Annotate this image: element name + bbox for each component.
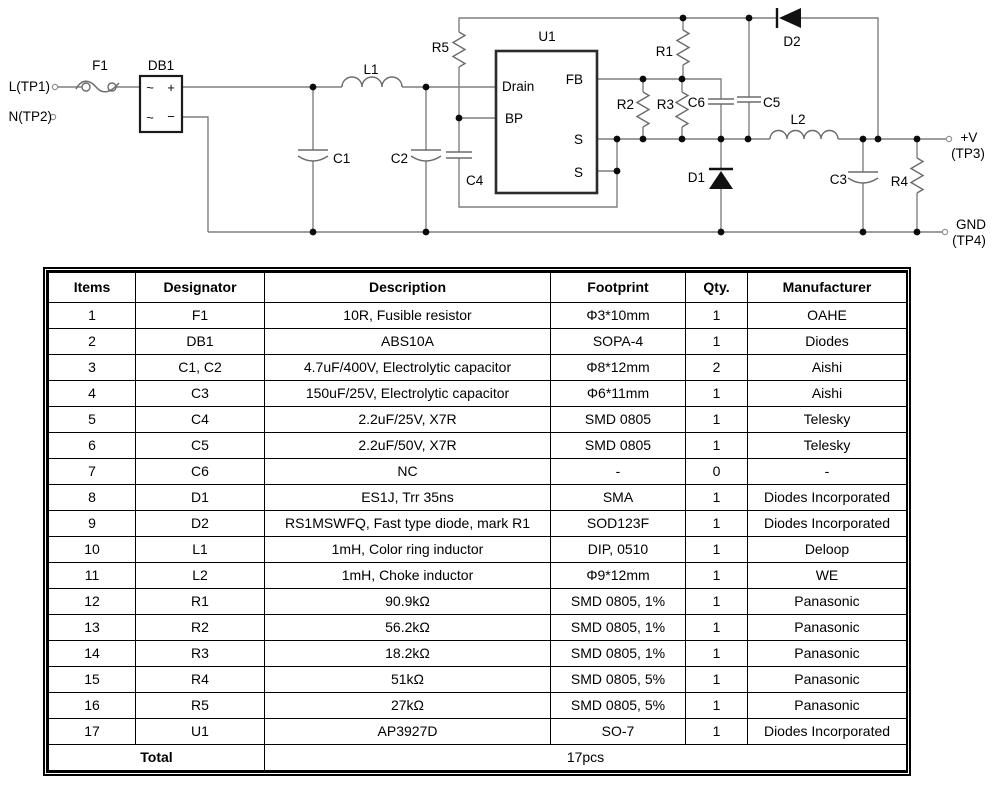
c2-label: C2 [390,151,408,166]
bom-row [49,667,907,693]
bom-row [49,693,907,719]
u1-pin-s1: S [573,132,583,147]
bom-cell-description: 1mH, Choke inductor [265,563,551,589]
bom-cell-designator: R2 [136,615,265,641]
bom-cell-qty: 1 [686,303,748,329]
bom-cell-footprint: SOPA-4 [551,329,686,355]
bom-row [49,329,907,355]
l2-label: L2 [790,112,806,127]
ic-u1 [496,29,597,193]
bom-cell-item: 3 [49,355,136,381]
terminal-l-label: L(TP1) [8,79,50,94]
bom-cell-description: ABS10A [265,329,551,355]
bom-cell-footprint: - [551,459,686,485]
bom-cell-designator: R4 [136,667,265,693]
bom-cell-footprint: Φ3*10mm [551,303,686,329]
bom-cell-description: 1mH, Color ring inductor [265,537,551,563]
bom-cell-designator: DB1 [136,329,265,355]
bom-total-label: Total [49,745,265,771]
output-terminal-vplus [946,130,984,161]
u1-pin-bp: BP [505,111,524,126]
l1-label: L1 [363,62,379,77]
bom-cell-qty: 1 [686,537,748,563]
bom-cell-manufacturer: Diodes Incorporated [748,485,907,511]
u1-pin-s2: S [573,165,583,180]
bom-cell-item: 16 [49,693,136,719]
bom-cell-designator: U1 [136,719,265,745]
bom-cell-qty: 1 [686,615,748,641]
bom-cell-qty: 1 [686,381,748,407]
bom-cell-description: 27kΩ [265,693,551,719]
bom-cell-footprint: SMD 0805 [551,407,686,433]
c3-label: C3 [829,172,847,187]
d1-label: D1 [687,170,705,185]
bom-cell-designator: L1 [136,537,265,563]
bom-cell-qty: 0 [686,459,748,485]
f1-label: F1 [92,58,108,73]
bom-cell-qty: 1 [686,719,748,745]
r4-label: R4 [890,174,908,189]
bom-cell-qty: 1 [686,667,748,693]
bom-row [49,381,907,407]
bom-cell-footprint: SOD123F [551,511,686,537]
bom-cell-item: 6 [49,433,136,459]
bom-cell-footprint: SMD 0805, 1% [551,615,686,641]
bom-header-description: Description [265,273,551,303]
bom-cell-designator: C1, C2 [136,355,265,381]
bom-cell-description: 2.2uF/50V, X7R [265,433,551,459]
bom-cell-footprint: SMD 0805, 5% [551,693,686,719]
c5-label: C5 [763,95,781,110]
junction-dots [310,15,921,236]
bom-cell-qty: 1 [686,563,748,589]
bom-header-qty: Qty. [686,273,748,303]
bom-cell-description: NC [265,459,551,485]
capacitor-c4 [446,152,484,188]
resistor-r5 [432,32,465,67]
bom-cell-item: 5 [49,407,136,433]
resistor-r2 [617,92,649,127]
r5-label: R5 [431,40,449,55]
bom-cell-footprint: SMD 0805, 1% [551,641,686,667]
bom-cell-designator: R3 [136,641,265,667]
tp3-label: (TP3) [951,146,985,161]
output-terminal-gnd [942,217,986,248]
tp4-label: (TP4) [952,233,986,248]
bom-cell-designator: R5 [136,693,265,719]
bom-cell-manufacturer: Panasonic [748,589,907,615]
input-terminal-l [9,79,58,94]
bom-cell-description: AP3927D [265,719,551,745]
db1-ac2-mark: ~ [146,110,154,125]
schematic [0,0,998,258]
bom-cell-manufacturer: Panasonic [748,667,907,693]
bom-table-container [43,267,911,776]
bom-row [49,641,907,667]
bom-cell-item: 10 [49,537,136,563]
bom-cell-manufacturer: Telesky [748,407,907,433]
bom-cell-qty: 1 [686,485,748,511]
bom-row [49,537,907,563]
bom-cell-manufacturer: Panasonic [748,693,907,719]
bom-row [49,355,907,381]
bom-cell-item: 2 [49,329,136,355]
bom-cell-manufacturer: OAHE [748,303,907,329]
diode-d2 [777,8,801,49]
bom-cell-footprint: SMD 0805 [551,433,686,459]
db1-label: DB1 [147,58,175,73]
bom-cell-qty: 1 [686,433,748,459]
bom-cell-description: 51kΩ [265,667,551,693]
u1-label: U1 [538,29,556,44]
bom-cell-item: 17 [49,719,136,745]
bom-header-designator: Designator [136,273,265,303]
input-terminal-n [9,109,56,124]
bom-cell-description: RS1MSWFQ, Fast type diode, mark R1 [265,511,551,537]
bom-cell-qty: 1 [686,693,748,719]
bom-cell-footprint: SO-7 [551,719,686,745]
bom-cell-manufacturer: Aishi [748,381,907,407]
bom-row [49,459,907,485]
bom-cell-qty: 1 [686,511,748,537]
resistor-r1 [656,30,689,65]
bom-cell-designator: D2 [136,511,265,537]
bom-row [49,485,907,511]
bom-cell-qty: 2 [686,355,748,381]
bom-cell-description: 56.2kΩ [265,615,551,641]
terminal-n-label: N(TP2) [8,109,52,124]
bom-cell-manufacturer: Diodes Incorporated [748,511,907,537]
bom-cell-description: 2.2uF/25V, X7R [265,407,551,433]
c6-label: C6 [687,95,705,110]
bom-cell-qty: 1 [686,407,748,433]
bom-row [49,719,907,745]
bom-cell-footprint: SMD 0805, 5% [551,667,686,693]
bom-row [49,303,907,329]
bom-cell-item: 11 [49,563,136,589]
bom-total-value: 17pcs [265,745,907,771]
bom-cell-qty: 1 [686,641,748,667]
bom-cell-footprint: Φ8*12mm [551,355,686,381]
bom-cell-item: 8 [49,485,136,511]
bom-cell-footprint: Φ9*12mm [551,563,686,589]
d2-label: D2 [783,34,801,49]
capacitor-c3 [830,172,878,187]
bom-row [49,433,907,459]
bom-cell-manufacturer: Diodes [748,329,907,355]
bom-cell-description: 150uF/25V, Electrolytic capacitor [265,381,551,407]
resistor-r3 [657,92,688,127]
fuse-f1 [76,58,119,92]
db1-ac1-mark: ~ [146,80,154,95]
bom-cell-manufacturer: WE [748,563,907,589]
bom-header-items: Items [49,273,136,303]
bom-header-footprint: Footprint [551,273,686,303]
bom-cell-footprint: DIP, 0510 [551,537,686,563]
capacitor-c2 [391,150,441,166]
db1-minus-mark: − [167,109,175,124]
bom-row [49,563,907,589]
bom-cell-item: 15 [49,667,136,693]
bom-cell-item: 13 [49,615,136,641]
bom-cell-designator: D1 [136,485,265,511]
bom-header-row [49,273,907,303]
bom-cell-designator: L2 [136,563,265,589]
c1-label: C1 [333,151,351,166]
bom-cell-designator: F1 [136,303,265,329]
r2-label: R2 [616,97,634,112]
bom-cell-item: 4 [49,381,136,407]
diode-d1 [688,169,733,189]
bom-cell-manufacturer: Diodes Incorporated [748,719,907,745]
bom-body [49,303,907,745]
capacitor-c5 [737,95,780,110]
bom-row [49,407,907,433]
bom-cell-manufacturer: Panasonic [748,641,907,667]
bom-cell-manufacturer: Deloop [748,537,907,563]
bom-cell-qty: 1 [686,329,748,355]
bom-cell-qty: 1 [686,589,748,615]
bom-cell-item: 12 [49,589,136,615]
bom-cell-footprint: SMD 0805, 1% [551,589,686,615]
bom-cell-designator: C5 [136,433,265,459]
bom-cell-description: 18.2kΩ [265,641,551,667]
bom-cell-item: 7 [49,459,136,485]
bom-cell-item: 1 [49,303,136,329]
gnd-label: GND [956,217,986,232]
bom-cell-manufacturer: - [748,459,907,485]
c4-label: C4 [466,173,484,188]
bom-cell-description: ES1J, Trr 35ns [265,485,551,511]
r1-label: R1 [655,44,673,59]
inductor-l2 [770,112,838,139]
bom-cell-manufacturer: Panasonic [748,615,907,641]
bom-total-row [49,745,907,771]
bom-cell-designator: C6 [136,459,265,485]
bridge-db1 [140,58,182,132]
db1-plus-mark: + [167,80,175,95]
inductor-l1 [342,62,402,87]
bom-row [49,589,907,615]
bom-cell-designator: R1 [136,589,265,615]
r3-label: R3 [656,97,674,112]
bom-cell-description: 90.9kΩ [265,589,551,615]
u1-pin-drain: Drain [502,79,535,94]
bom-cell-description: 4.7uF/400V, Electrolytic capacitor [265,355,551,381]
bom-cell-footprint: Φ6*11mm [551,381,686,407]
bom-header-manufacturer: Manufacturer [748,273,907,303]
bom-cell-manufacturer: Telesky [748,433,907,459]
bom-table [48,272,907,771]
u1-pin-fb: FB [565,72,583,87]
resistor-r4 [891,158,923,193]
bom-row [49,615,907,641]
bom-cell-manufacturer: Aishi [748,355,907,381]
capacitor-c1 [298,150,350,166]
vplus-label: +V [960,130,978,145]
bom-cell-item: 14 [49,641,136,667]
bom-cell-footprint: SMA [551,485,686,511]
bom-cell-description: 10R, Fusible resistor [265,303,551,329]
bom-cell-designator: C4 [136,407,265,433]
bom-cell-item: 9 [49,511,136,537]
capacitor-c6 [688,95,734,110]
bom-row [49,511,907,537]
bom-cell-designator: C3 [136,381,265,407]
